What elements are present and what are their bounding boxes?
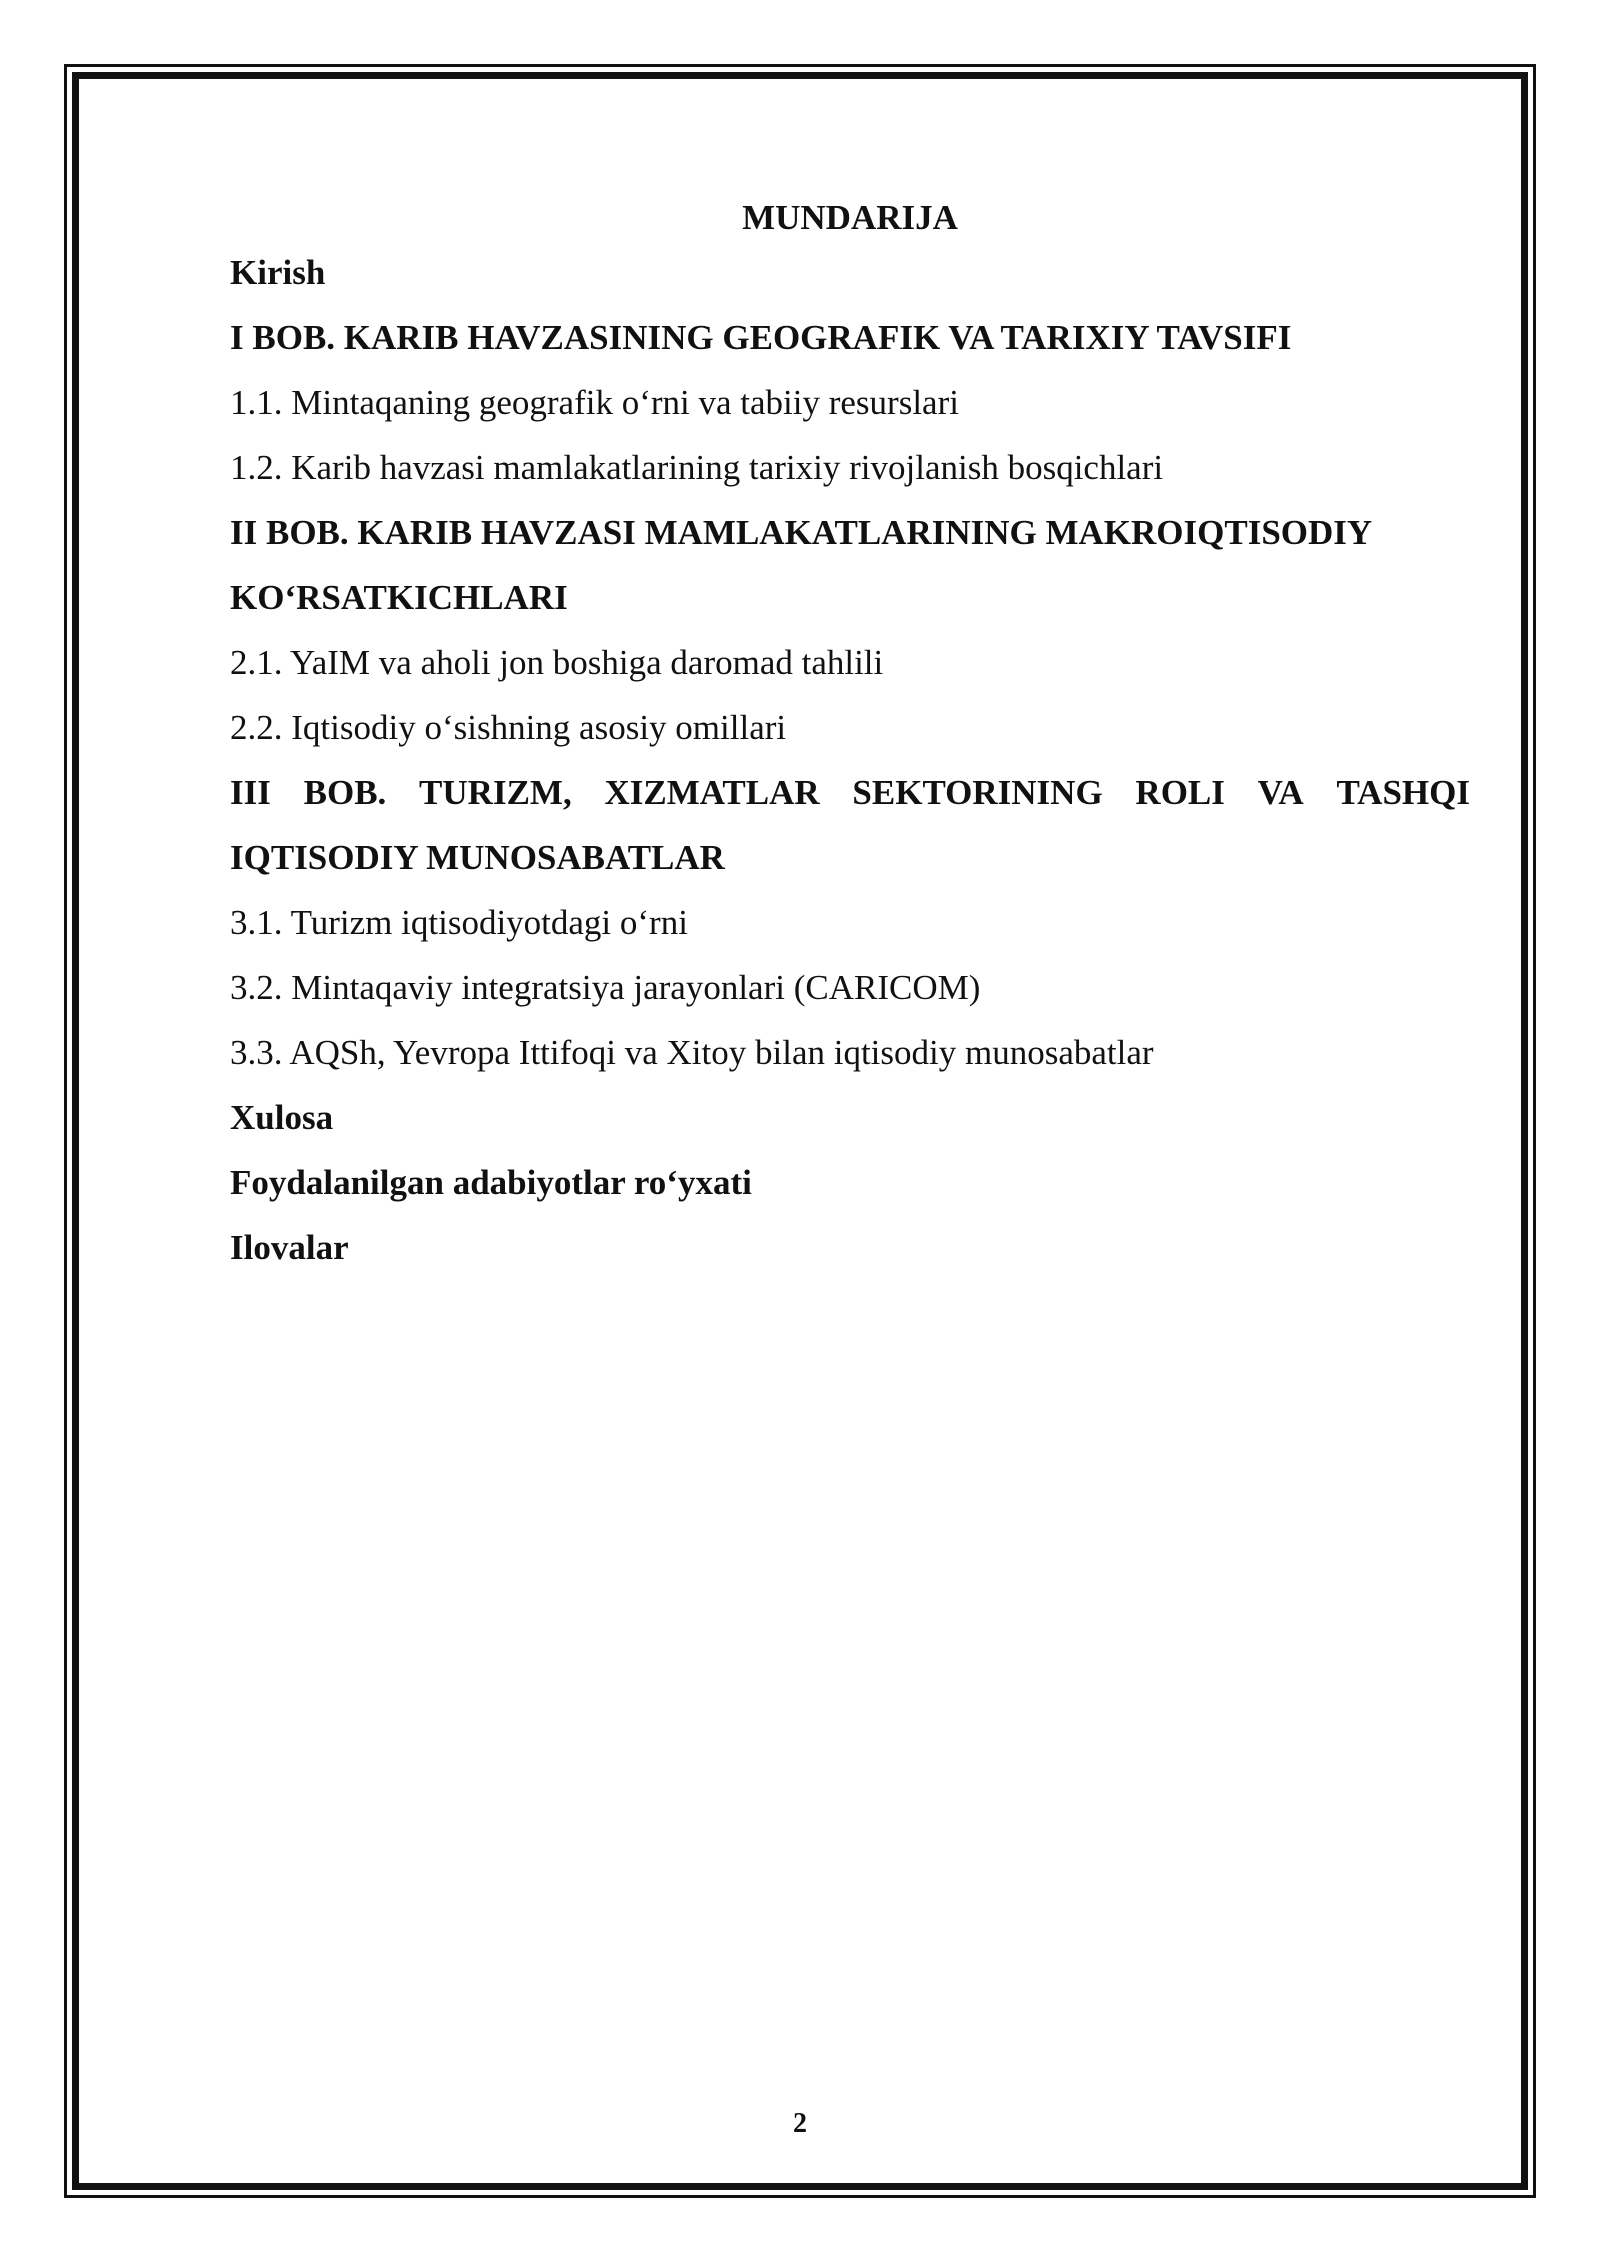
toc-section-2-1: 2.1. YaIM va aholi jon boshiga daromad tahlili: [230, 643, 884, 682]
toc-chapter-2: II BOB. KARIB HAVZASI MAMLAKATLARINING MAKROIQTISODIY: [230, 513, 1373, 552]
toc-chapter-1: I BOB. KARIB HAVZASINING GEOGRAFIK VA TARIXIY TAVSIFI: [230, 318, 1292, 357]
toc-entry-conclusion: Xulosa: [230, 1098, 334, 1137]
toc-chapter-3-word: III: [230, 773, 271, 812]
toc-chapter-3-word: BOB.: [303, 773, 387, 812]
page-number: 2: [793, 2108, 807, 2139]
toc-chapter-3-word: TASHQI: [1336, 773, 1470, 812]
toc-section-1-2: 1.2. Karib havzasi mamlakatlarining tarixiy rivojlanish bosqichlari: [230, 448, 1164, 487]
toc-chapter-3: [230, 760, 1470, 825]
toc-section-1-1: 1.1. Mintaqaning geografik o‘rni va tabiiy resurslari: [230, 383, 959, 422]
toc-chapter-2-continued: KO‘RSATKICHLARI: [230, 578, 568, 617]
toc-section-2-2: 2.2. Iqtisodiy o‘sishning asosiy omillari: [230, 708, 787, 747]
toc-chapter-3-word: TURIZM,: [419, 773, 572, 812]
toc-section-3-3: 3.3. AQSh, Yevropa Ittifoqi va Xitoy bilan iqtisodiy munosabatlar: [230, 1033, 1154, 1072]
toc-entry-references: Foydalanilgan adabiyotlar ro‘yxati: [230, 1163, 752, 1202]
toc-chapter-3-word: SEKTORINING: [852, 773, 1103, 812]
toc-chapter-3-word: ROLI: [1135, 773, 1225, 812]
toc-entry-introduction: Kirish: [230, 253, 326, 292]
toc-section-3-1: 3.1. Turizm iqtisodiyotdagi o‘rni: [230, 903, 688, 942]
table-of-contents: [230, 190, 1470, 1280]
toc-section-3-2: 3.2. Mintaqaviy integratsiya jarayonlari (CARICOM): [230, 968, 981, 1007]
toc-entry-appendices: Ilovalar: [230, 1228, 349, 1267]
toc-chapter-3-word: VA: [1257, 773, 1304, 812]
toc-title: MUNDARIJA: [742, 198, 958, 237]
toc-chapter-3-word: XIZMATLAR: [604, 773, 820, 812]
toc-chapter-3-continued: IQTISODIY MUNOSABATLAR: [230, 838, 725, 877]
